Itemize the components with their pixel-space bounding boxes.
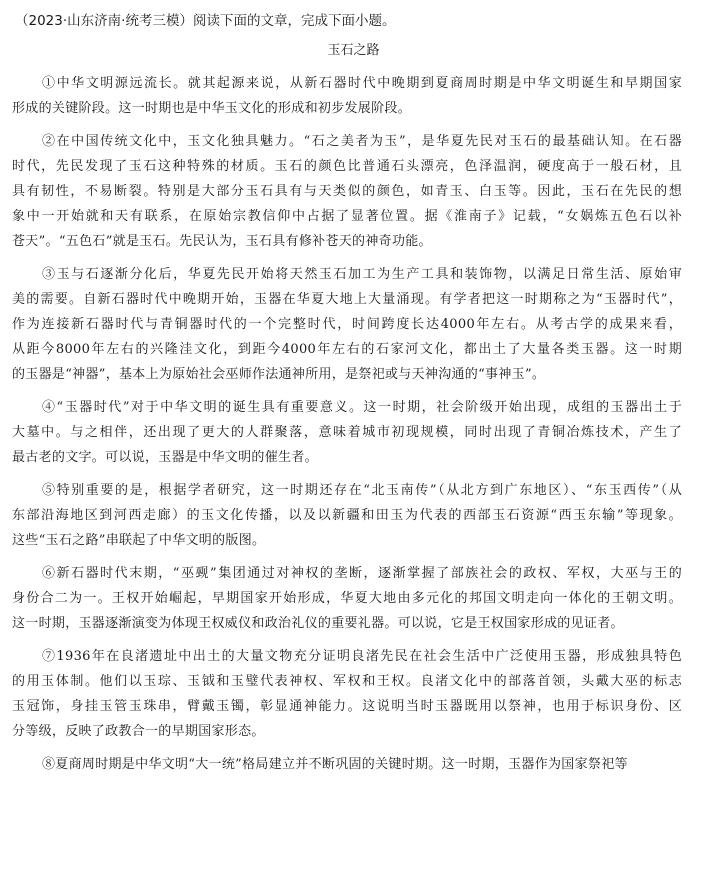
article-paragraph (12, 395, 682, 470)
paragraph-line: ①中华文明源远流长。就其起源来说，从新石器时代中晚期到夏商周时期是中华文明诞生和早期国家 (42, 76, 682, 91)
paragraph-line: 东部沿海地区到河西走廊）的玉文化传播，以及以新疆和田玉为代表的西部玉石资源“西玉东输”等现象。 (12, 508, 682, 523)
paragraph-line: 大墓中。与之相伴，还出现了更大的人群聚落，意味着城市初现规模，同时出现了青铜冶炼技术，产生了 (12, 425, 682, 440)
paragraph-line: 分等级，反映了政教合一的早期国家形态。 (12, 724, 265, 739)
paragraph-line: 从距今8000年左右的兴隆洼文化，到距今4000年左右的石家河文化，都出土了大量各类玉器。这一时期 (12, 342, 682, 357)
paragraph-line: 时代，先民发现了玉石这种特殊的材质。玉石的颜色比普通石头漂亮，色泽温润，硬度高于一般石材，且 (12, 159, 682, 174)
paragraph-line: ⑧夏商周时期是中华文明“大一统”格局建立并不断巩固的关键时期。这一时期，玉器作为国家祭祀等 (42, 757, 628, 772)
paragraph-line: 具有韧性，不易断裂。特别是大部分玉石具有与天类似的颜色，如青玉、白玉等。因此，玉石在先民的想 (12, 184, 682, 199)
paragraph-line: ③玉与石逐渐分化后，华夏先民开始将天然玉石加工为生产工具和装饰物，以满足日常生活、原始审 (42, 267, 682, 282)
article-paragraph (12, 644, 682, 744)
paragraph-line: 美的需要。自新石器时代中晚期开始，玉器在华夏大地上大量涌现。有学者把这一时期称之为“玉器时代”， (12, 292, 682, 307)
paragraph-line: ⑦1936年在良渚遗址中出土的大量文物充分证明良渚先民在社会生活中广泛使用玉器，形成独具特色 (42, 649, 682, 664)
paragraph-line: ④“玉器时代”对于中华文明的诞生具有重要意义。这一时期，社会阶级开始出现，成组的玉器出土于 (42, 400, 682, 415)
paragraph-line: 形成的关键阶段。这一时期也是中华玉文化的形成和初步发展阶段。 (12, 101, 412, 116)
paragraph-line: 的玉器是“神器”，基本上为原始社会巫师作法通神所用，是祭祀或与天神沟通的“事神玉”。 (12, 367, 546, 382)
paragraph-line: 象中一开始就和天有联系，在原始宗教信仰中占据了显著位置。据《淮南子》记载，“女娲炼五色石以补 (12, 209, 682, 224)
paragraph-line: 身份合二为一。王权开始崛起，早期国家开始形成，华夏大地由多元化的邦国文明走向一体化的王朝文明。 (12, 591, 682, 606)
article-paragraph (42, 752, 682, 777)
article-title: 玉石之路 (327, 43, 380, 58)
paragraph-line: 玉冠饰，身挂玉管玉珠串，臂戴玉镯，彰显通神能力。这说明当时玉器既用以祭神，也用于标识身份、区 (12, 699, 682, 714)
paragraph-line: 作为连接新石器时代与青铜器时代的一个完整时代，时间跨度长达4000年左右。从考古学的成果来看， (12, 317, 682, 332)
paragraph-line: 这一时期，玉器逐渐演变为体现王权威仪和政治礼仪的重要礼器。可以说，它是王权国家形成的见证者。 (12, 616, 624, 631)
paragraph-line: ⑤特别重要的是，根据学者研究，这一时期还存在“北玉南传”（从北方到广东地区）、“东玉西传”（从 (42, 483, 682, 498)
paragraph-line: 最古老的文字。可以说，玉器是中华文明的催生者。 (12, 450, 318, 465)
paragraph-line: 这些“玉石之路”串联起了中华文明的版图。 (12, 533, 266, 548)
paragraph-line: 的用玉体制。他们以玉琮、玉钺和玉璧代表神权、军权和王权。良渚文化中的部落首领，头戴大巫的标志 (12, 674, 682, 689)
article-paragraph (12, 478, 682, 553)
paragraph-line: 苍天”。“五色石”就是玉石。先民认为，玉石具有修补苍天的神奇功能。 (12, 234, 432, 249)
article-body (12, 71, 682, 785)
article-paragraph (12, 561, 682, 636)
article-paragraph (12, 71, 682, 121)
paragraph-line: ②在中国传统文化中，玉文化独具魅力。“石之美者为玉”，是华夏先民对玉石的最基础认知。在石器 (42, 134, 682, 149)
article-paragraph (12, 129, 682, 254)
paragraph-line: ⑥新石器时代末期，“巫觋”集团通过对神权的垄断，逐渐掌握了部族社会的政权、军权，大巫与王的 (42, 566, 682, 581)
article-paragraph (12, 262, 682, 387)
question-header: （2023·山东济南·统考三模）阅读下面的文章，完成下面小题。 (15, 13, 396, 29)
